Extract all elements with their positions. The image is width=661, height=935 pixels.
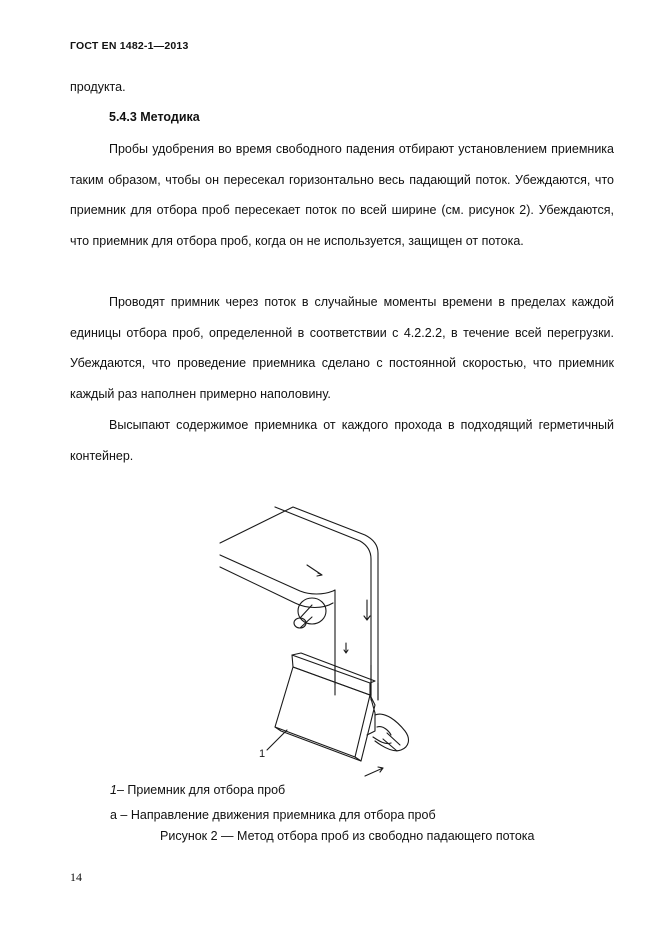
conveyor-belt-lower-edge (220, 567, 333, 608)
paragraph-2: Проводят примник через поток в случайные моменты времени в пределах каждой единицы отбора проб, определенной в соответствии с 4.2.2.2, в течение всей перегрузки. Убеждаются, что проведение приемника сделано с постоянной скоростью, что приемник каждый раз наполнен примерно наполовину. (70, 295, 614, 401)
receptacle-front (275, 667, 370, 757)
hand-fingers (383, 733, 400, 751)
receptacle-top-rim (292, 653, 375, 683)
page-number: 14 (70, 870, 82, 884)
movement-arrow (365, 767, 383, 776)
roller-axle (294, 618, 306, 628)
section-title: 5.4.3 Методика (109, 110, 200, 124)
callout-leader (267, 730, 287, 750)
flow-arrow-right (364, 600, 370, 620)
standard-header: ГОСТ EN 1482-1—2013 (70, 40, 189, 52)
figure-caption: Рисунок 2 — Метод отбора проб из свободно падающего потока (160, 829, 535, 843)
continuation-text: продукта. (70, 80, 126, 94)
legend-text: – Направление движения приемника для отбора проб (116, 808, 436, 822)
roller-body (298, 598, 326, 624)
legend-key: 1 (110, 783, 117, 797)
legend-text: – Приемник для отбора проб (116, 783, 286, 797)
flow-arrow-left (344, 643, 348, 653)
belt-direction-arrow (307, 565, 322, 576)
callout-label: 1 (259, 748, 266, 760)
legend-item-1 (110, 782, 285, 798)
paragraph-1: Пробы удобрения во время свободного падения отбирают установлением приемника таким образом, чтобы он пересекал горизонтально весь падающий поток. Убеждаются, что приемник для отбора проб пересекает поток по всей ширине (см. рисунок 2). Убеждаются, что приемник для отбора проб, когда он не используется, защищен от потока. (70, 142, 614, 248)
paragraph-3: Высыпают содержимое приемника от каждого прохода в подходящий герметичный контейнер. (70, 418, 614, 463)
legend-item-2 (110, 807, 436, 823)
conveyor-belt-top (220, 507, 378, 700)
receptacle-side (355, 695, 375, 761)
conveyor-belt-bottom (220, 555, 335, 685)
sampling-figure (215, 495, 430, 780)
legend-key: а (110, 808, 117, 822)
